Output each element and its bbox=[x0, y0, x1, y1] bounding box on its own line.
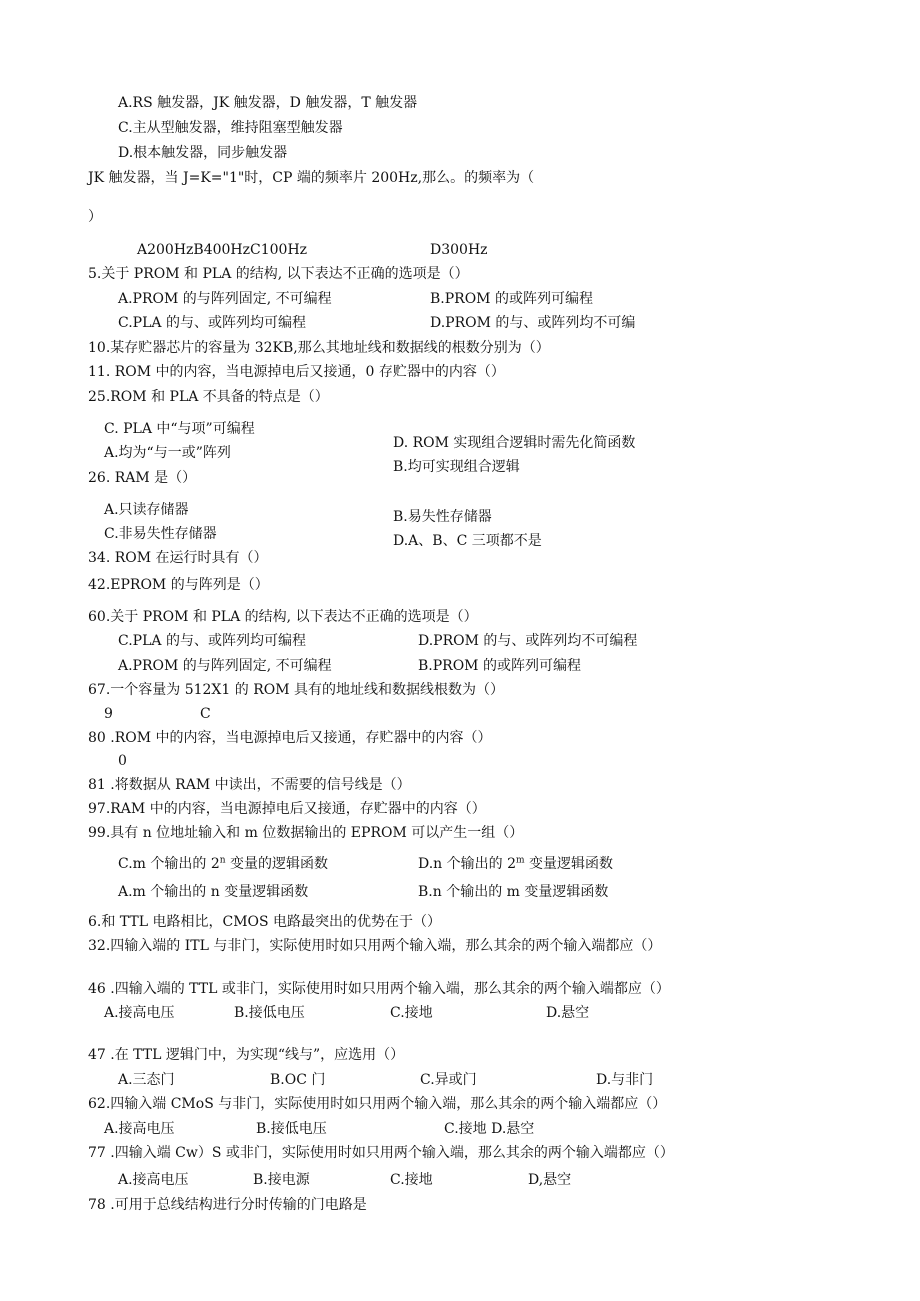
text-line: A.PROM 的与阵列固定, 不可编程 bbox=[118, 291, 332, 307]
text-line: 62.四输入端 CMoS 与非门，实际使用时如只用两个输入端，那么其余的两个输入端都应（） bbox=[88, 1096, 667, 1112]
text-line: B.接电源 bbox=[253, 1172, 310, 1188]
text-line: 46 .四输入端的 TTL 或非门，实际使用时如只用两个输入端，那么其余的两个输入端都应（） bbox=[88, 981, 670, 997]
text-line: D. ROM 实现组合逻辑时需先化简函数 bbox=[393, 435, 636, 451]
text-line: B.n 个输出的 m 变量逻辑函数 bbox=[418, 884, 609, 900]
text-line: 97.RAM 中的内容，当电源掉电后又接通，存贮器中的内容（） bbox=[88, 801, 486, 817]
text-line: 32.四输入端的 ITL 与非门，实际使用时如只用两个输入端，那么其余的两个输入端都应（） bbox=[88, 938, 662, 954]
text-line: B.PROM 的或阵列可编程 bbox=[418, 658, 581, 674]
text-line: 81 .将数据从 RAM 中读出，不需要的信号线是（） bbox=[88, 777, 411, 793]
text-line: 78 .可用于总线结构进行分时传输的门电路是 bbox=[88, 1197, 367, 1213]
text-line: A.接高电压 bbox=[118, 1172, 189, 1188]
text-line: 80 .ROM 中的内容，当电源掉电后又接通，存贮器中的内容（） bbox=[88, 730, 492, 746]
text-line: 26. RAM 是（） bbox=[88, 470, 197, 486]
text-line: D.PROM 的与、或阵列均不可编 bbox=[430, 315, 636, 331]
text-line: 67.一个容量为 512X1 的 ROM 具有的地址线和数据线根数为（） bbox=[88, 682, 505, 698]
text-line: D,悬空 bbox=[528, 1172, 572, 1188]
text-line: D.与非门 bbox=[596, 1072, 654, 1088]
text-line: 9 bbox=[104, 706, 113, 722]
text-line: ） bbox=[88, 209, 102, 225]
text-line: D.PROM 的与、或阵列均不可编程 bbox=[418, 633, 638, 649]
text-line: A.三态门 bbox=[118, 1072, 175, 1088]
text-line: C.接地 bbox=[390, 1005, 433, 1021]
text-line: D.悬空 bbox=[546, 1005, 590, 1021]
text-line: C.主从型触发器，维持阻塞型触发器 bbox=[118, 120, 343, 136]
text-line: 5.关于 PROM 和 PLA 的结构, 以下表达不正确的选项是（） bbox=[88, 266, 469, 282]
text-line: B.易失性存储器 bbox=[393, 509, 492, 525]
text-line: C. PLA 中“与项”可编程 bbox=[104, 421, 255, 437]
text-line: 60.关于 PROM 和 PLA 的结构, 以下表达不正确的选项是（） bbox=[88, 609, 478, 625]
text-line: C bbox=[200, 706, 211, 722]
text-line: B.均可实现组合逻辑 bbox=[393, 459, 520, 475]
text-line: 42.EPROM 的与阵列是（） bbox=[88, 577, 269, 593]
text-line: D.根本触发器，同步触发器 bbox=[118, 145, 288, 161]
text-line: 11. ROM 中的内容，当电源掉电后又接通，0 存贮器中的内容（） bbox=[88, 364, 505, 380]
text-line: JK 触发器，当 J=K="1"时，CP 端的频率片 200Hz,那么。的频率为（ bbox=[88, 170, 535, 186]
text-line: B.OC 门 bbox=[270, 1072, 326, 1088]
text-line: A.接高电压 bbox=[104, 1121, 175, 1137]
text-line: D.A、B、C 三项都不是 bbox=[393, 533, 542, 549]
text-line: C.m 个输出的 2$^n$ 变量的逻辑函数 bbox=[118, 855, 328, 872]
text-line: A.只读存储器 bbox=[104, 502, 189, 518]
text-line: C.PLA 的与、或阵列均可编程 bbox=[118, 633, 306, 649]
text-line: C.接地 D.悬空 bbox=[444, 1121, 535, 1137]
text-line: A.均为“与一或”阵列 bbox=[104, 445, 231, 461]
text-line: 6.和 TTL 电路相比，CMOS 电路最突出的优势在于（） bbox=[88, 914, 442, 930]
text-line: A.m 个输出的 n 变量逻辑函数 bbox=[118, 884, 309, 900]
text-line: A.RS 触发器，JK 触发器，D 触发器，T 触发器 bbox=[118, 95, 418, 111]
text-line: 25.ROM 和 PLA 不具备的特点是（） bbox=[88, 389, 329, 405]
text-line: C.PLA 的与、或阵列均可编程 bbox=[118, 315, 306, 331]
text-line: 77 .四输入端 Cw）S 或非门，实际使用时如只用两个输入端，那么其余的两个输入端都应（） bbox=[88, 1145, 674, 1161]
text-line: A.接高电压 bbox=[104, 1005, 175, 1021]
text-line: C.接地 bbox=[390, 1172, 433, 1188]
text-line: 34. ROM 在运行时具有（） bbox=[88, 550, 268, 566]
text-line: C.非易失性存储器 bbox=[104, 526, 217, 542]
text-line: 99.具有 n 位地址输入和 m 位数据输出的 EPROM 可以产生一组（） bbox=[88, 825, 524, 841]
text-line: B.接低电压 bbox=[256, 1121, 327, 1137]
text-line: D300Hz bbox=[430, 242, 488, 258]
text-line: B.PROM 的或阵列可编程 bbox=[430, 291, 593, 307]
text-line: A.PROM 的与阵列固定, 不可编程 bbox=[118, 658, 332, 674]
text-line: 10.某存贮器芯片的容量为 32KB,那么其地址线和数据线的根数分别为（） bbox=[88, 340, 550, 356]
text-line: 0 bbox=[118, 753, 127, 769]
text-line: A200HzB400HzC100Hz bbox=[137, 242, 308, 258]
text-line: 47 .在 TTL 逻辑门中，为实现“线与”，应选用（） bbox=[88, 1047, 405, 1063]
text-line: D.n 个输出的 2$^m$ 变量逻辑函数 bbox=[418, 855, 613, 872]
text-line: B.接低电压 bbox=[234, 1005, 305, 1021]
text-line: C.异或门 bbox=[420, 1072, 477, 1088]
